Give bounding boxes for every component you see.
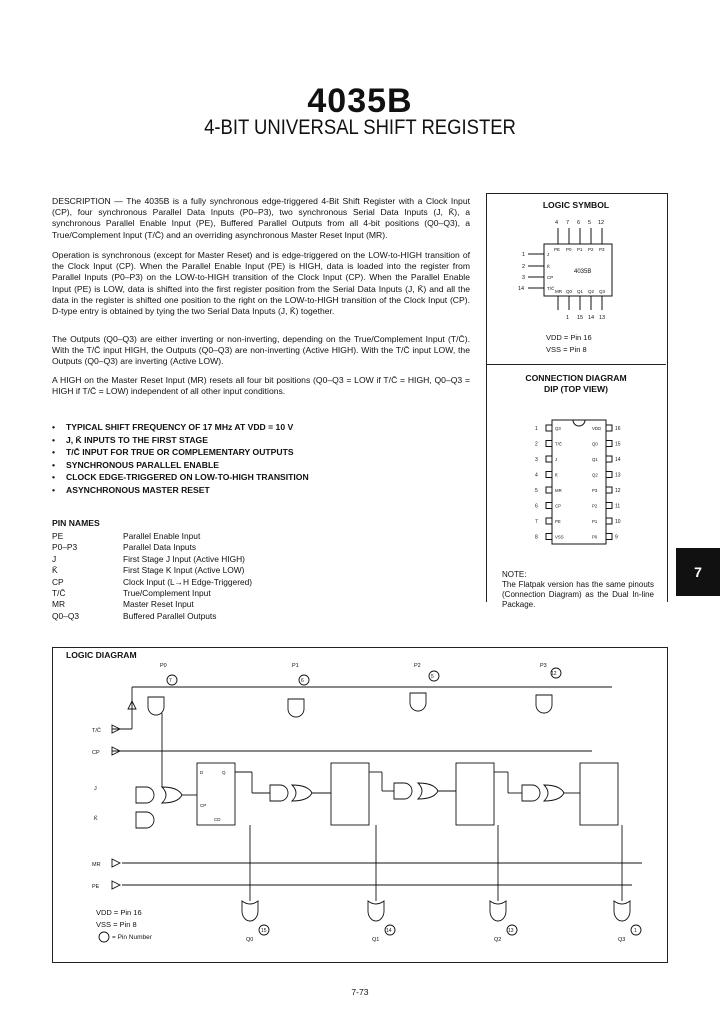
pin-number: 14 bbox=[518, 286, 525, 292]
flatpak-note bbox=[502, 570, 654, 610]
xor-gate bbox=[242, 901, 258, 921]
dip-pin-label: MR bbox=[555, 488, 562, 493]
part-number-title: 4035B bbox=[307, 82, 413, 120]
note-heading: NOTE: bbox=[502, 570, 527, 579]
table-row: J First Stage J Input (Active HIGH) bbox=[52, 553, 245, 564]
pin-label: CP bbox=[547, 275, 554, 280]
pin-label: Q0 bbox=[566, 289, 573, 294]
input-label: MR bbox=[92, 862, 101, 868]
input-label: K̄ bbox=[94, 816, 98, 822]
description-paragraph-3: The Outputs (Q0–Q3) are either inverting or non-inverting, depending on the True/Complement Input (T/C̄). With the T/C̄ input HIGH, the Outputs (Q0–Q3) are non-inverting (Active HIGH). With the T/C̄ input LOW, the Outputs (Q0–Q3) are inverting (Active LOW). bbox=[52, 334, 470, 367]
dip-pin-label: Q3 bbox=[555, 426, 561, 431]
ff-label: CD bbox=[214, 817, 221, 822]
dip-pin-number: 10 bbox=[615, 519, 621, 525]
dip-pin bbox=[606, 472, 612, 478]
table-row: PE Parallel Enable Input bbox=[52, 531, 201, 541]
dip-pin bbox=[546, 503, 552, 509]
xor-gate bbox=[490, 901, 506, 921]
pin-number: 3 bbox=[522, 275, 526, 281]
dip-pin bbox=[546, 487, 552, 493]
ff-label: CP bbox=[200, 803, 207, 808]
feature-list bbox=[52, 421, 472, 497]
dip-pin-label: P1 bbox=[592, 519, 598, 524]
pin-number: 1 bbox=[566, 315, 570, 321]
description-paragraph-4: A HIGH on the Master Reset Input (MR) resets all four bit positions (Q0–Q3 = LOW if T/C̄ = HIGH, Q0–Q3 = HIGH if T/C̄ = LOW) independent of all other input conditions. bbox=[52, 375, 470, 397]
table-row: P0–P3 Parallel Data Inputs bbox=[52, 542, 197, 553]
table-row: T/C̄ True/Complement Input bbox=[52, 588, 211, 599]
flip-flop bbox=[580, 763, 618, 825]
ff-label: D bbox=[200, 770, 204, 775]
pin-label: Q2 bbox=[588, 289, 595, 294]
connection-diagram-subheading: DIP (TOP VIEW) bbox=[544, 384, 608, 394]
and-gate bbox=[394, 783, 412, 799]
section-tab: 7 bbox=[676, 548, 720, 596]
pin-label: P3 bbox=[599, 247, 605, 252]
bottom-pins bbox=[555, 289, 606, 321]
left-pins bbox=[518, 252, 555, 292]
feature-item: • TYPICAL SHIFT FREQUENCY OF 17 MHz AT VDD = 10 V bbox=[52, 422, 294, 432]
dip-pin-label: Q1 bbox=[592, 457, 598, 462]
connection-diagram-heading: CONNECTION DIAGRAM bbox=[525, 373, 627, 383]
logic-symbol-diagram bbox=[500, 214, 660, 364]
ff-label: Q bbox=[222, 770, 226, 775]
parallel-input-label: P1 bbox=[292, 663, 299, 669]
pin-names-heading: PIN NAMES bbox=[52, 518, 100, 528]
output-label: Q2 bbox=[494, 937, 502, 943]
pin-circle-number: 7 bbox=[169, 678, 172, 684]
xor-gate bbox=[614, 901, 630, 921]
pin-circle-number: 12 bbox=[551, 671, 557, 677]
pin-number: 15 bbox=[577, 315, 584, 321]
output-pin: 1 bbox=[634, 928, 637, 934]
dip-pin-label: VDD bbox=[592, 426, 602, 431]
flip-flop bbox=[456, 763, 494, 825]
pin-number: 12 bbox=[598, 220, 605, 226]
dip-pin-label: P2 bbox=[592, 503, 598, 509]
dip-pin bbox=[546, 534, 552, 540]
dip-pin-label: P0 bbox=[592, 534, 598, 540]
xor-gate bbox=[368, 901, 384, 921]
pin-label: MR bbox=[555, 289, 562, 294]
feature-item: • CLOCK EDGE-TRIGGERED ON LOW-TO-HIGH TRANSITION bbox=[52, 472, 309, 483]
dip-pin-number: 11 bbox=[615, 503, 621, 510]
dip-pin-label: VSS bbox=[555, 534, 564, 540]
pin-label: K̄ bbox=[547, 264, 551, 269]
and-gate bbox=[136, 812, 154, 828]
dip-pin-label: J bbox=[555, 457, 558, 462]
pin-number: 5 bbox=[588, 220, 592, 226]
input-label: CP bbox=[92, 750, 100, 756]
pin-circle-number: 6 bbox=[301, 678, 304, 684]
dip-pin bbox=[606, 518, 612, 524]
and-gate bbox=[536, 695, 552, 713]
table-row: MR Master Reset Input bbox=[52, 599, 194, 610]
pin-label: Q3 bbox=[599, 289, 606, 294]
output-label: Q1 bbox=[372, 937, 380, 943]
page-subtitle: 4-BIT UNIVERSAL SHIFT REGISTER bbox=[204, 116, 516, 139]
pin-number: 2 bbox=[522, 264, 526, 270]
dip-pin-number: 3 bbox=[535, 457, 538, 463]
description-paragraph-2: Operation is synchronous (except for Master Reset) and is edge-triggered on the LOW-to-HIGH transition of the Clock Input (CP). When the Parallel Enable Input (PE) is HIGH, data is loaded into the register from Parallel Inputs (P0–P3) on the LOW-to-HIGH transition of the Clock Input (CP). When the Parallel Enable Input (PE) is LOW, data is shifted into the first register position from the Serial Data Inputs (J, K̄) and all the data in the register is shifted one position to the right on the LOW-to-HIGH transition of the Clock Input (CP). D-type entry is obtained by tying the two Serial Data Inputs (J, K̄) together. bbox=[52, 250, 470, 317]
logic-symbol-heading: LOGIC SYMBOL bbox=[542, 200, 610, 210]
vss-note: VSS = Pin 8 bbox=[96, 920, 137, 929]
legend-text: = Pin Number bbox=[112, 934, 152, 941]
pin-label: P1 bbox=[577, 247, 583, 252]
dip-pin-label: T/C̄ bbox=[555, 441, 562, 447]
buffer bbox=[112, 881, 120, 889]
dip-pin-label: K̄ bbox=[555, 472, 558, 478]
dip-pin-number: 15 bbox=[615, 441, 621, 448]
pin-names-table bbox=[52, 531, 252, 622]
dip-pin bbox=[606, 425, 612, 431]
dip-pin-number: 1 bbox=[535, 426, 538, 432]
and-gate bbox=[522, 785, 540, 801]
dip-pin-number: 16 bbox=[615, 426, 621, 432]
dip-pin-label: Q2 bbox=[592, 472, 598, 478]
pin-number: 14 bbox=[588, 315, 595, 321]
logic-diagram bbox=[52, 647, 666, 961]
table-row: CP Clock Input (L→H Edge-Triggered) bbox=[52, 576, 253, 587]
dip-notch bbox=[573, 420, 585, 426]
description-paragraph-1: DESCRIPTION — The 4035B is a fully synchronous edge-triggered 4-Bit Shift Register with a Clock Input (CP), four synchronous Parallel Data Inputs (P0–P3), two synchronous Serial Data Inputs (J, K̄), a synchronous Parallel Enable Input (PE), Buffered Parallel Outputs from all 4-bit positions (Q0–Q3), a True/Complement Input (T/C̄) and an overriding asynchronous Master Reset Input (MR). bbox=[52, 196, 470, 240]
dip-pin-number: 5 bbox=[535, 488, 538, 494]
dip-pin-number: 12 bbox=[615, 488, 621, 494]
and-gate bbox=[136, 787, 154, 803]
pin-label: T/C̄ bbox=[547, 286, 555, 291]
note-text: The Flatpak version has the same pinouts (Connection Diagram) as the Dual In-line Package. bbox=[502, 580, 654, 609]
dip-pin-label: PE bbox=[555, 519, 561, 524]
dip-pin bbox=[546, 472, 552, 478]
pin-number: 13 bbox=[599, 315, 606, 321]
or-gate bbox=[162, 787, 182, 803]
pin-number: 7 bbox=[566, 220, 570, 226]
or-gate bbox=[418, 783, 438, 799]
parallel-input-label: P2 bbox=[414, 663, 421, 669]
pin-label: Q1 bbox=[577, 289, 584, 294]
dip-pin-number: 14 bbox=[615, 457, 621, 463]
input-label: PE bbox=[92, 884, 100, 890]
vss-note: VSS = Pin 8 bbox=[546, 345, 587, 354]
dip-pin bbox=[606, 456, 612, 462]
dip-pin-number: 13 bbox=[615, 472, 621, 479]
feature-item: • J, K̄ INPUTS TO THE FIRST STAGE bbox=[52, 434, 208, 445]
dip-pin bbox=[546, 518, 552, 524]
input-label: J bbox=[94, 786, 97, 792]
parallel-input-label: P3 bbox=[540, 663, 547, 669]
output-pin: 13 bbox=[508, 928, 514, 934]
dip-pin bbox=[606, 441, 612, 447]
parallel-input-label: P0 bbox=[160, 663, 167, 669]
top-pins bbox=[554, 220, 605, 252]
dip-pin-number: 8 bbox=[535, 534, 538, 541]
and-gate bbox=[410, 693, 426, 711]
and-gate bbox=[288, 699, 304, 717]
dip-body bbox=[552, 420, 606, 544]
dip-pin bbox=[606, 534, 612, 540]
output-label: Q3 bbox=[618, 937, 626, 943]
dip-diagram bbox=[530, 418, 630, 546]
or-gate bbox=[544, 785, 564, 801]
dip-pin-label: Q0 bbox=[592, 441, 598, 447]
output-pin: 15 bbox=[261, 928, 267, 934]
dip-pin-number: 6 bbox=[535, 503, 538, 510]
dip-pin-label: P3 bbox=[592, 488, 598, 493]
legend-circle bbox=[99, 932, 109, 942]
pin-label: J bbox=[547, 252, 550, 257]
vdd-note: VDD = Pin 16 bbox=[96, 908, 142, 917]
dip-pin-number: 4 bbox=[535, 472, 538, 479]
or-gate bbox=[292, 785, 312, 801]
dip-pin bbox=[546, 456, 552, 462]
feature-item: • T/C̄ INPUT FOR TRUE OR COMPLEMENTARY OUTPUTS bbox=[52, 447, 294, 458]
page-number: 7-73 bbox=[351, 987, 369, 997]
input-label: T/C̄ bbox=[92, 728, 101, 734]
buffer bbox=[112, 859, 120, 867]
and-gate bbox=[270, 785, 288, 801]
pin-label: P2 bbox=[588, 247, 594, 252]
dip-pin bbox=[606, 503, 612, 509]
pin-number: 6 bbox=[577, 220, 581, 226]
output-label: Q0 bbox=[246, 937, 254, 943]
dip-pin bbox=[546, 425, 552, 431]
table-row: K̄ First Stage K Input (Active LOW) bbox=[52, 565, 245, 576]
pin-label: PE bbox=[554, 247, 561, 252]
feature-item: • ASYNCHRONOUS MASTER RESET bbox=[52, 484, 210, 495]
dip-pin bbox=[606, 487, 612, 493]
dip-pin bbox=[546, 441, 552, 447]
and-gate bbox=[148, 697, 164, 715]
dip-pin-number: 9 bbox=[615, 534, 618, 541]
flip-flop bbox=[331, 763, 369, 825]
pin-number: 4 bbox=[555, 220, 559, 226]
dip-pin-number: 7 bbox=[535, 519, 538, 525]
dip-pin-label: CP bbox=[555, 503, 561, 509]
logic-diagram-heading: LOGIC DIAGRAM bbox=[66, 650, 137, 660]
feature-item: • SYNCHRONOUS PARALLEL ENABLE bbox=[52, 459, 219, 470]
output-pin: 14 bbox=[386, 928, 392, 934]
vdd-note: VDD = Pin 16 bbox=[546, 333, 592, 342]
pin-number: 1 bbox=[522, 252, 526, 258]
chip-label: 4035B bbox=[574, 269, 592, 275]
panel-divider bbox=[486, 364, 666, 365]
table-row: Q0–Q3 Buffered Parallel Outputs bbox=[52, 610, 217, 621]
pin-circle-number: 5 bbox=[431, 674, 434, 680]
dip-pin-number: 2 bbox=[535, 441, 538, 448]
pin-label: P0 bbox=[566, 247, 572, 252]
